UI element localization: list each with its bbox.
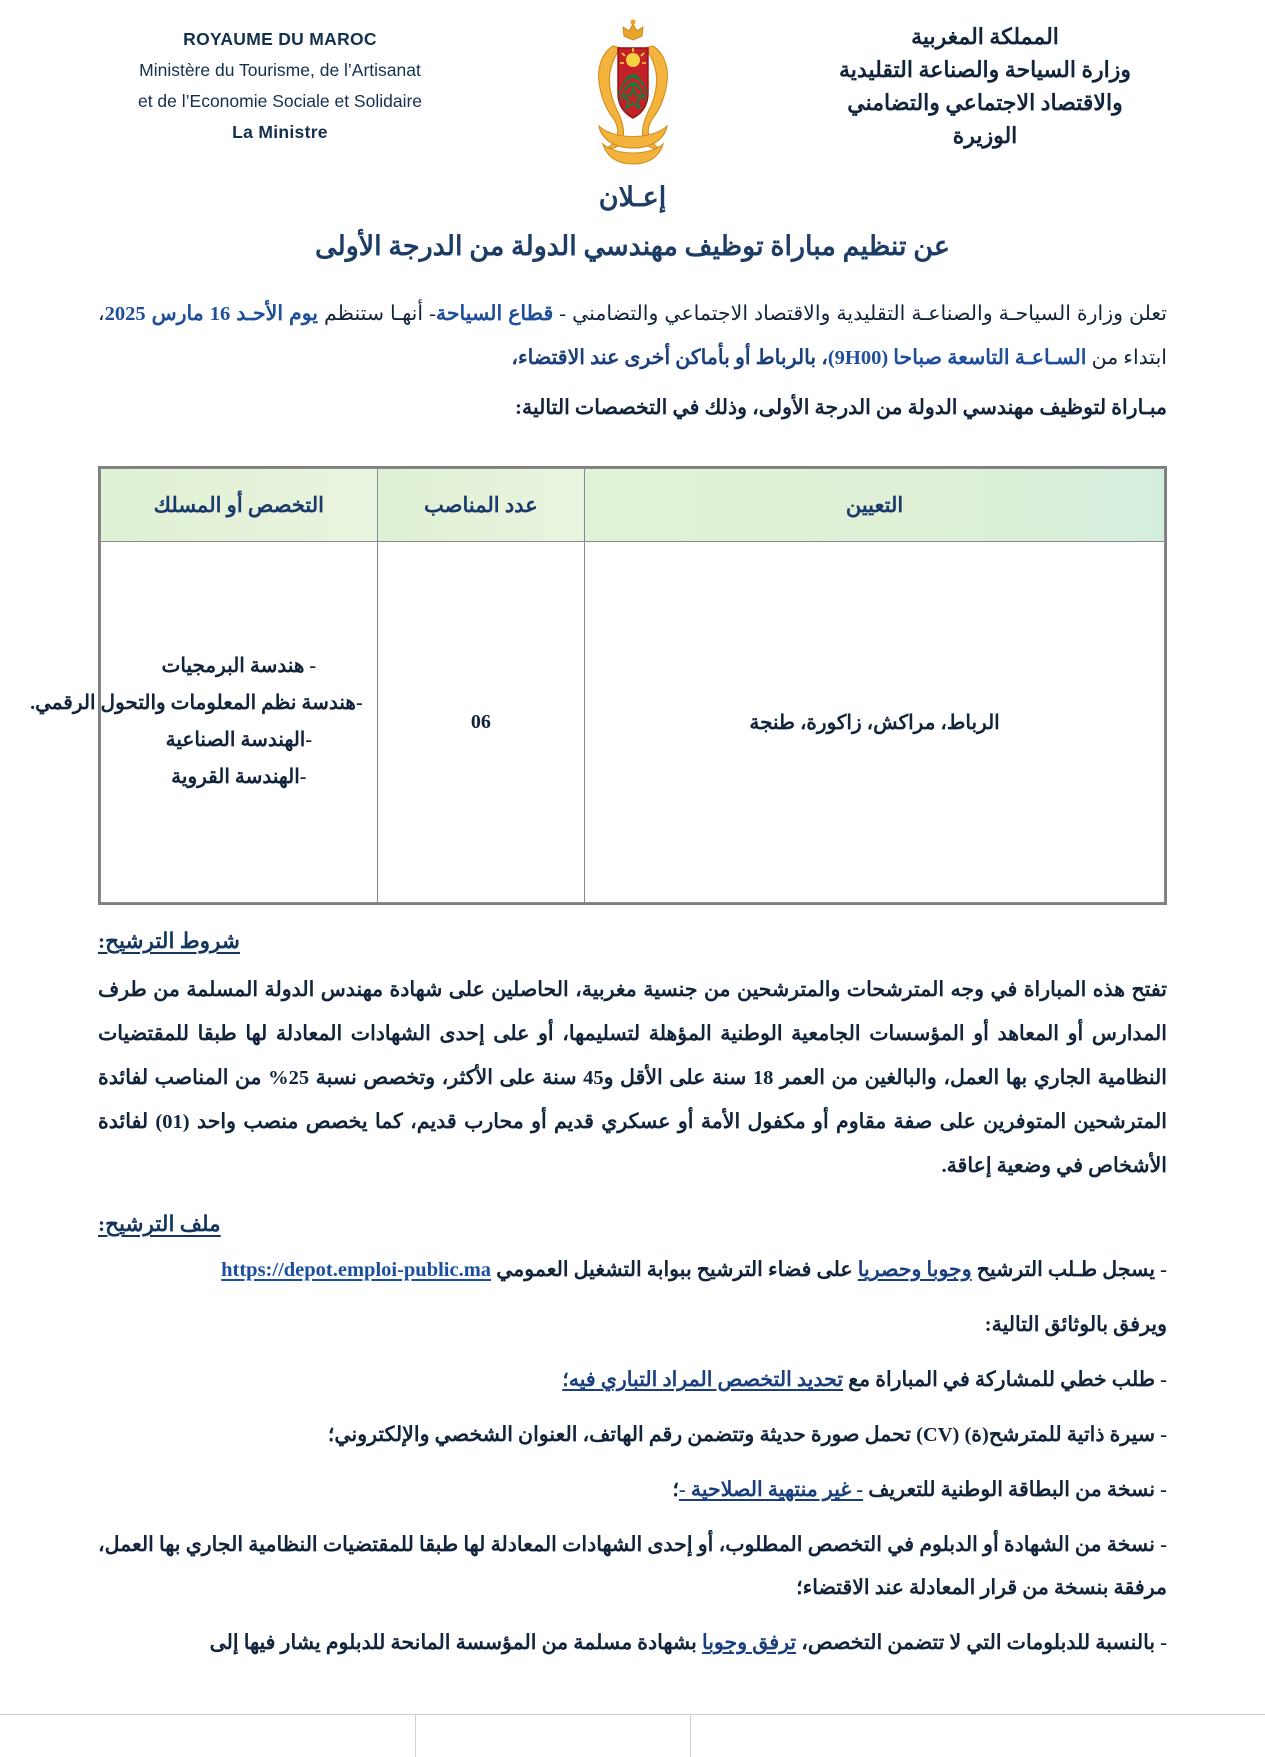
intro-highlight-sector: قطاع السياحة xyxy=(435,303,554,325)
page-title: إعـلان xyxy=(598,182,667,212)
footer-divider xyxy=(0,1714,1265,1757)
intro-highlight-date: يوم الأحـد 16 مارس 2025 xyxy=(104,303,319,325)
intro-paragraph-2: مبـاراة لتوظيف مهندسي الدولة من الدرجة الأولى، وذلك في التخصصات التالية: xyxy=(515,397,1167,419)
table-header-affectation: التعيين xyxy=(585,469,1165,542)
dossier-item-3-a: - نسخة من البطاقة الوطنية للتعريف xyxy=(863,1479,1167,1501)
dossier-line1-b: على فضاء الترشيح ببوابة التشغيل العمومي xyxy=(491,1259,858,1281)
document-header xyxy=(0,0,1265,160)
cell-affectation: الرباط، مراكش، زاكورة، طنجة xyxy=(585,542,1165,903)
footer-divider-seg-1 xyxy=(415,1715,416,1757)
specialties-table-wrapper xyxy=(30,466,1167,905)
dossier-item-3 xyxy=(98,1469,1167,1512)
dossier-item-3-b: ؛ xyxy=(672,1479,679,1501)
intro-text-b: - أنهـا ستنظم xyxy=(318,303,436,325)
dossier-item-5-a: - بالنسبة للدبلومات التي لا تتضمن التخصص، xyxy=(796,1632,1167,1654)
morocco-coat-of-arms-icon xyxy=(573,18,693,168)
intro-highlight-time: السـاعـة التاسعة صباحا (9H00) xyxy=(827,347,1087,369)
header-ar-line-3: والاقتصاد الاجتماعي والتضامني xyxy=(847,90,1123,115)
dossier-item-5 xyxy=(98,1622,1167,1665)
dossier-item-4: - نسخة من الشهادة أو الدبلوم في التخصص المطلوب، أو إحدى الشهادات المعادلة لها طبقا للمقتضيات النظامية الجاري بها العمل، مرفقة بنسخة من قرار المعادلة عند الاقتضاء؛ xyxy=(98,1534,1167,1599)
conditions-heading-text: شروط الترشيح: xyxy=(98,929,240,953)
header-ar-line-4: الوزيرة xyxy=(952,123,1018,148)
header-fr-line-2: Ministère du Tourisme, de l’Artisanat xyxy=(139,60,421,80)
dossier-attach-line: ويرفق بالوثائق التالية: xyxy=(984,1314,1167,1336)
header-fr-line-4: La Ministre xyxy=(232,122,328,142)
header-ar-line-2: وزارة السياحة والصناعة التقليدية xyxy=(839,57,1131,82)
conditions-heading xyxy=(98,929,1167,954)
dossier-item-1-a: - طلب خطي للمشاركة في المباراة مع xyxy=(843,1369,1167,1391)
page-subtitle: عن تنظيم مباراة توظيف مهندسي الدولة من الدرجة الأولى xyxy=(315,231,950,261)
header-arabic-block xyxy=(775,12,1195,152)
dossier-heading xyxy=(98,1212,1167,1237)
cell-count: 06 xyxy=(377,542,584,903)
table-row xyxy=(101,542,1165,903)
table-header-row xyxy=(101,469,1165,542)
dossier-item-1-underline: تحديد التخصص المراد التباري فيه؛ xyxy=(562,1369,844,1391)
dossier-item-5-b: بشهادة مسلمة من المؤسسة المانحة للدبلوم يشار فيها إلى xyxy=(209,1632,702,1654)
header-french-block xyxy=(70,12,490,148)
specialty-item-1: - هندسة البرمجيات xyxy=(161,655,317,677)
dossier-registration-line xyxy=(98,1249,1167,1292)
dossier-line1-a: - يسجل طـلب الترشيح xyxy=(971,1259,1167,1281)
emblem-container xyxy=(548,12,718,168)
dossier-item-3-underline: - غير منتهية الصلاحية - xyxy=(678,1479,864,1501)
footer-divider-seg-2 xyxy=(690,1715,691,1757)
dossier-item-1 xyxy=(98,1359,1167,1402)
dossier-item-5-underline: ترفق وجوبا xyxy=(701,1632,797,1654)
intro-text-c: ، ابتداء من xyxy=(98,303,1167,369)
intro-paragraph xyxy=(98,292,1167,380)
table-header-specialty: التخصص أو المسلك xyxy=(101,469,378,542)
dossier-heading-text: ملف الترشيح: xyxy=(98,1212,221,1236)
specialty-item-2: -هندسة نظم المعلومات والتحول الرقمي. xyxy=(30,692,363,714)
header-fr-line-1: ROYAUME DU MAROC xyxy=(183,29,377,49)
dossier-line1-emphasis: وجوبا وحصريا xyxy=(857,1259,972,1281)
header-fr-line-3: et de l’Economie Sociale et Solidaire xyxy=(137,91,423,111)
header-ar-line-1: المملكة المغربية xyxy=(911,24,1059,49)
conditions-paragraph: تفتح هذه المباراة في وجه المترشحات والمترشحين من جنسية مغربية، الحاصلين على شهادة مهندس الدولة المسلمة من طرف المدارس أو المعاهد أو المؤسسات الجامعية الوطنية المؤهلة لتسليمها، أو على إحدى الشهادات المعادلة لها طبقا للمقتضيات النظامية الجاري بها العمل، والبالغين من العمر 18 سنة على الأقل و45 سنة على الأكثر، وتخصص نسبة 25% من المناصب لفائدة المترشحين المتوفرين على صفة مقاوم أو مكفول الأمة أو عسكري قديم أو محارب قديم، كما يخصص منصب واحد (01) لفائدة الأشخاص في وضعية إعاقة. xyxy=(98,979,1167,1177)
table-header-count: عدد المناصب xyxy=(377,469,584,542)
intro-text-a: تعلن وزارة السياحـة والصناعـة التقليدية والاقتصاد الاجتماعي والتضامني - xyxy=(553,303,1167,325)
portal-link[interactable]: https://depot.emploi-public.ma xyxy=(221,1259,492,1281)
specialty-item-3: -الهندسة الصناعية xyxy=(165,729,312,751)
dossier-item-2: - سيرة ذاتية للمترشح(ة) (CV) تحمل صورة حديثة وتتضمن رقم الهاتف، العنوان الشخصي والإلكتروني؛ xyxy=(327,1424,1167,1446)
specialty-item-4: -الهندسة القروية xyxy=(171,766,307,788)
cell-specialties xyxy=(30,542,378,903)
intro-text-d: ، بالرباط أو بأماكن أخرى عند الاقتضاء، xyxy=(511,347,828,369)
specialties-table xyxy=(30,468,1165,903)
